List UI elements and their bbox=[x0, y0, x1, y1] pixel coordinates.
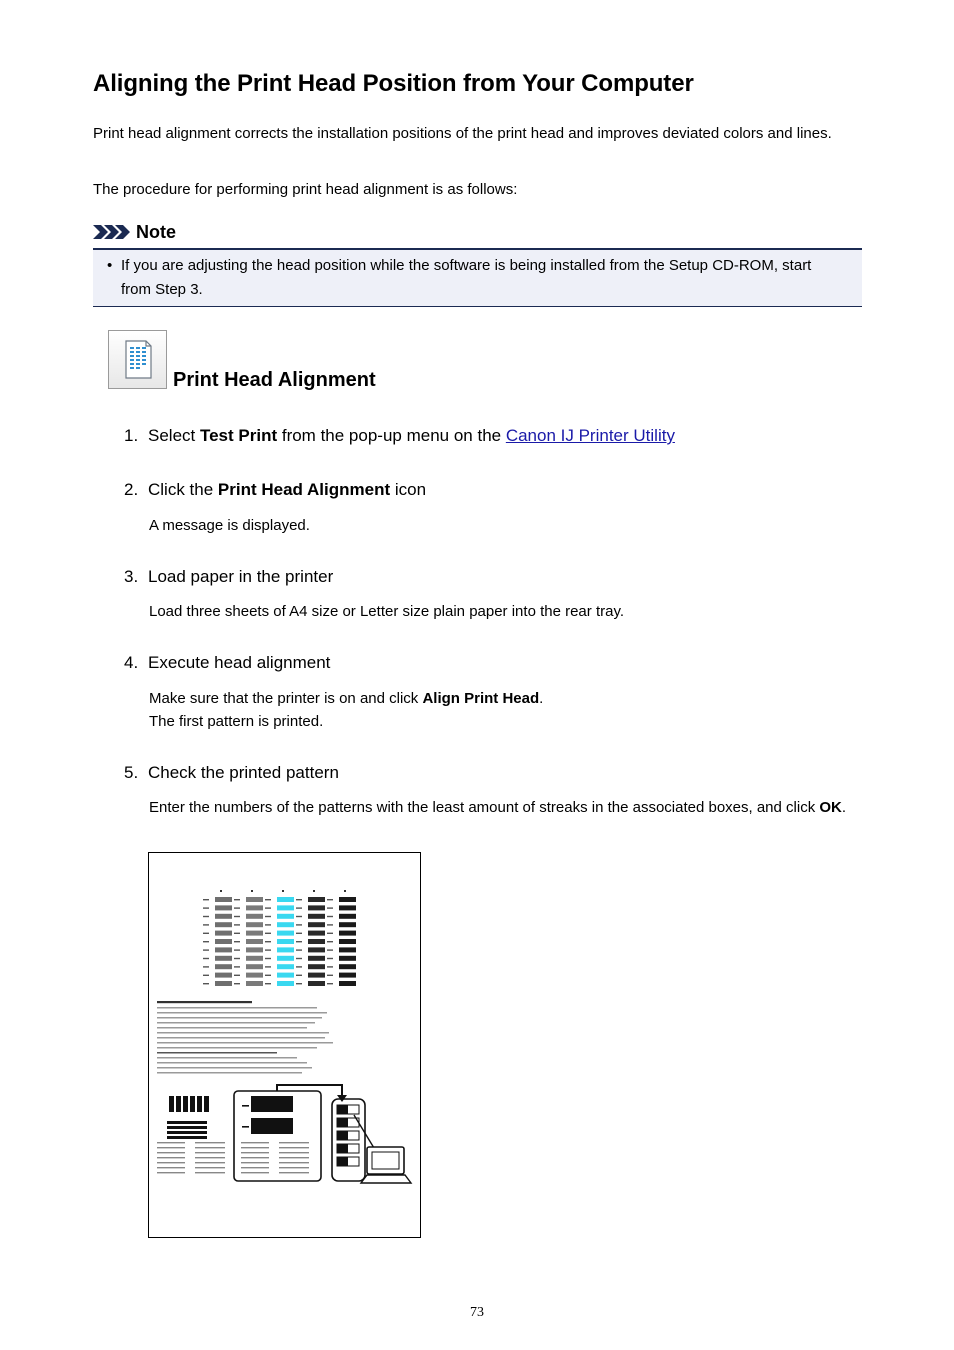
pattern-block bbox=[215, 905, 232, 910]
pattern-block bbox=[308, 956, 325, 961]
step-bold: Print Head Alignment bbox=[217, 480, 391, 499]
step-text: from the pop-up menu on the bbox=[277, 426, 506, 445]
pattern-block bbox=[339, 964, 356, 969]
entry-boxes bbox=[332, 1099, 365, 1181]
pattern-block bbox=[215, 947, 232, 952]
pattern-row-label bbox=[296, 899, 302, 900]
pattern-row-label bbox=[203, 949, 209, 950]
pattern-row-label bbox=[265, 916, 271, 917]
pattern-row-label bbox=[203, 975, 209, 976]
pattern-row-label bbox=[265, 975, 271, 976]
step-5-desc-text: Enter the numbers of the patterns with the least amount of streaks in the associated boxes, and click bbox=[149, 799, 820, 816]
pattern-block bbox=[308, 922, 325, 927]
pattern-block bbox=[246, 964, 263, 969]
pattern-row-label bbox=[327, 924, 333, 925]
step-number: 3. bbox=[124, 567, 139, 586]
step-number: 5. bbox=[124, 763, 139, 782]
pattern-row-label bbox=[265, 958, 271, 959]
pattern-row-label bbox=[327, 941, 333, 942]
pattern-block bbox=[246, 947, 263, 952]
selection-panel bbox=[234, 1091, 321, 1181]
pattern-block bbox=[308, 897, 325, 902]
pattern-block bbox=[246, 939, 263, 944]
pattern-block bbox=[246, 973, 263, 978]
pattern-row-label bbox=[234, 907, 240, 908]
pattern-row-label bbox=[327, 916, 333, 917]
pattern-row-label bbox=[327, 933, 333, 934]
pattern-row-label bbox=[327, 949, 333, 950]
pattern-column-header bbox=[251, 890, 253, 892]
step-number: 2. bbox=[124, 480, 139, 499]
pattern-row-label bbox=[203, 958, 209, 959]
pattern-row-label bbox=[296, 916, 302, 917]
step-number: 1. bbox=[124, 426, 139, 445]
pattern-block bbox=[277, 973, 294, 978]
pattern-row-label bbox=[265, 966, 271, 967]
pattern-block bbox=[246, 897, 263, 902]
note-chevrons-icon bbox=[93, 224, 131, 240]
step-4-description bbox=[149, 687, 854, 711]
pattern-block bbox=[215, 922, 232, 927]
note-text: If you are adjusting the head position while the software is being installed from the Setup CD-ROM, start from Step 3. bbox=[121, 257, 812, 298]
pattern-block bbox=[339, 922, 356, 927]
page-number: 73 bbox=[470, 1305, 484, 1320]
computer-icon bbox=[354, 1115, 411, 1183]
pattern-row-label bbox=[234, 975, 240, 976]
pattern-block bbox=[308, 914, 325, 919]
step-4-description-2: The first pattern is printed. bbox=[149, 713, 324, 730]
pattern-block bbox=[339, 947, 356, 952]
step-text: Click the bbox=[148, 480, 218, 499]
pattern-row-label bbox=[203, 924, 209, 925]
pattern-block bbox=[215, 956, 232, 961]
pattern-block bbox=[246, 905, 263, 910]
step-5-desc-period: . bbox=[841, 799, 847, 816]
pattern-row-label bbox=[265, 924, 271, 925]
note-bullet: • bbox=[107, 257, 113, 274]
pattern-block bbox=[308, 947, 325, 952]
ok-label: OK bbox=[819, 799, 842, 816]
pattern-block bbox=[277, 964, 294, 969]
pattern-block bbox=[308, 964, 325, 969]
pattern-block bbox=[277, 939, 294, 944]
pattern-row-label bbox=[296, 975, 302, 976]
step-text: Load paper in the printer bbox=[148, 567, 334, 586]
step-text: Execute head alignment bbox=[148, 653, 331, 672]
pattern-row-label bbox=[327, 907, 333, 908]
pattern-sheet bbox=[149, 853, 420, 1237]
pattern-block bbox=[339, 931, 356, 936]
procedure-paragraph: The procedure for performing print head alignment is as follows: bbox=[93, 181, 518, 198]
pattern-block bbox=[308, 981, 325, 986]
step-3-description: Load three sheets of A4 size or Letter size plain paper into the rear tray. bbox=[149, 603, 624, 620]
pattern-row-label bbox=[327, 975, 333, 976]
pattern-legend bbox=[157, 1096, 225, 1173]
pattern-row-label bbox=[296, 924, 302, 925]
pattern-block bbox=[308, 939, 325, 944]
pattern-block bbox=[215, 939, 232, 944]
pattern-block bbox=[308, 931, 325, 936]
pattern-column-header bbox=[220, 890, 222, 892]
step-5 bbox=[124, 761, 339, 785]
pattern-row-label bbox=[265, 949, 271, 950]
pattern-block bbox=[246, 956, 263, 961]
section-title: Print Head Alignment bbox=[173, 369, 376, 391]
pattern-row-label bbox=[327, 958, 333, 959]
note-box bbox=[93, 248, 862, 307]
pattern-row-label bbox=[296, 907, 302, 908]
pattern-row-label bbox=[265, 907, 271, 908]
step-4-desc-period: . bbox=[539, 690, 544, 707]
pattern-block bbox=[246, 931, 263, 936]
pattern-row-label bbox=[234, 924, 240, 925]
pattern-row-label bbox=[234, 966, 240, 967]
pattern-block bbox=[277, 922, 294, 927]
pattern-block bbox=[246, 914, 263, 919]
pattern-column-header bbox=[282, 890, 284, 892]
pattern-block bbox=[215, 914, 232, 919]
pattern-block bbox=[215, 973, 232, 978]
pattern-row-label bbox=[203, 983, 209, 984]
pattern-block bbox=[215, 897, 232, 902]
pattern-block bbox=[308, 973, 325, 978]
step-2 bbox=[124, 478, 426, 502]
pattern-column-header bbox=[313, 890, 315, 892]
pattern-row-label bbox=[296, 966, 302, 967]
pattern-block bbox=[277, 914, 294, 919]
step-5-description bbox=[149, 796, 854, 820]
pattern-row-label bbox=[265, 899, 271, 900]
pattern-block bbox=[339, 981, 356, 986]
note-label: Note bbox=[136, 221, 176, 242]
pattern-row-label bbox=[234, 933, 240, 934]
step-4-desc-text: Make sure that the printer is on and click bbox=[149, 690, 423, 707]
intro-paragraph: Print head alignment corrects the installation positions of the print head and improves deviated colors and lines. bbox=[93, 125, 832, 142]
pattern-row-label bbox=[327, 899, 333, 900]
pattern-row-label bbox=[327, 966, 333, 967]
step-number: 4. bbox=[124, 653, 139, 672]
pattern-row-label bbox=[296, 949, 302, 950]
pattern-row-label bbox=[203, 966, 209, 967]
pattern-block bbox=[246, 981, 263, 986]
pattern-block bbox=[215, 981, 232, 986]
pattern-row-label bbox=[296, 958, 302, 959]
step-bold: Test Print bbox=[199, 426, 278, 445]
pattern-row-label bbox=[234, 983, 240, 984]
pattern-block bbox=[277, 897, 294, 902]
step-2-description: A message is displayed. bbox=[149, 517, 310, 534]
pattern-block bbox=[339, 956, 356, 961]
page-title: Aligning the Print Head Position from Your Computer bbox=[93, 70, 694, 97]
step-1 bbox=[124, 424, 675, 448]
pattern-block bbox=[277, 905, 294, 910]
pattern-block bbox=[339, 914, 356, 919]
note-header bbox=[93, 220, 176, 244]
step-text: Check the printed pattern bbox=[148, 763, 339, 782]
step-4 bbox=[124, 651, 330, 675]
pattern-row-label bbox=[296, 983, 302, 984]
pattern-row-label bbox=[234, 916, 240, 917]
pattern-block bbox=[308, 905, 325, 910]
pattern-row-label bbox=[265, 983, 271, 984]
pattern-block bbox=[277, 931, 294, 936]
pattern-block bbox=[339, 897, 356, 902]
align-print-head-label: Align Print Head bbox=[422, 690, 540, 707]
pattern-row-label bbox=[203, 907, 209, 908]
step-text: Select bbox=[148, 426, 200, 445]
pattern-row-label bbox=[234, 949, 240, 950]
pattern-row-label bbox=[234, 899, 240, 900]
pattern-row-label bbox=[234, 941, 240, 942]
pattern-block bbox=[339, 905, 356, 910]
printed-pattern-illustration bbox=[148, 852, 421, 1238]
pattern-row-label bbox=[265, 941, 271, 942]
pattern-block bbox=[246, 922, 263, 927]
pattern-row-label bbox=[296, 933, 302, 934]
pattern-row-label bbox=[203, 916, 209, 917]
pattern-block bbox=[277, 947, 294, 952]
pattern-row-label bbox=[265, 933, 271, 934]
pattern-row-label bbox=[296, 941, 302, 942]
pattern-row-label bbox=[203, 941, 209, 942]
step-3 bbox=[124, 565, 333, 589]
canon-ij-printer-utility-link[interactable]: Canon IJ Printer Utility bbox=[505, 426, 675, 445]
pattern-block bbox=[215, 931, 232, 936]
instruction-text-lines bbox=[157, 1001, 333, 1074]
step-text: icon bbox=[390, 480, 427, 499]
pattern-row-label bbox=[327, 983, 333, 984]
pattern-block bbox=[339, 973, 356, 978]
pattern-block bbox=[277, 981, 294, 986]
print-head-alignment-icon bbox=[108, 330, 167, 389]
pattern-block bbox=[277, 956, 294, 961]
pattern-row-label bbox=[234, 958, 240, 959]
pattern-block bbox=[339, 939, 356, 944]
pattern-row-label bbox=[203, 933, 209, 934]
pattern-column-header bbox=[344, 890, 346, 892]
pattern-row-label bbox=[203, 899, 209, 900]
pattern-block bbox=[215, 964, 232, 969]
